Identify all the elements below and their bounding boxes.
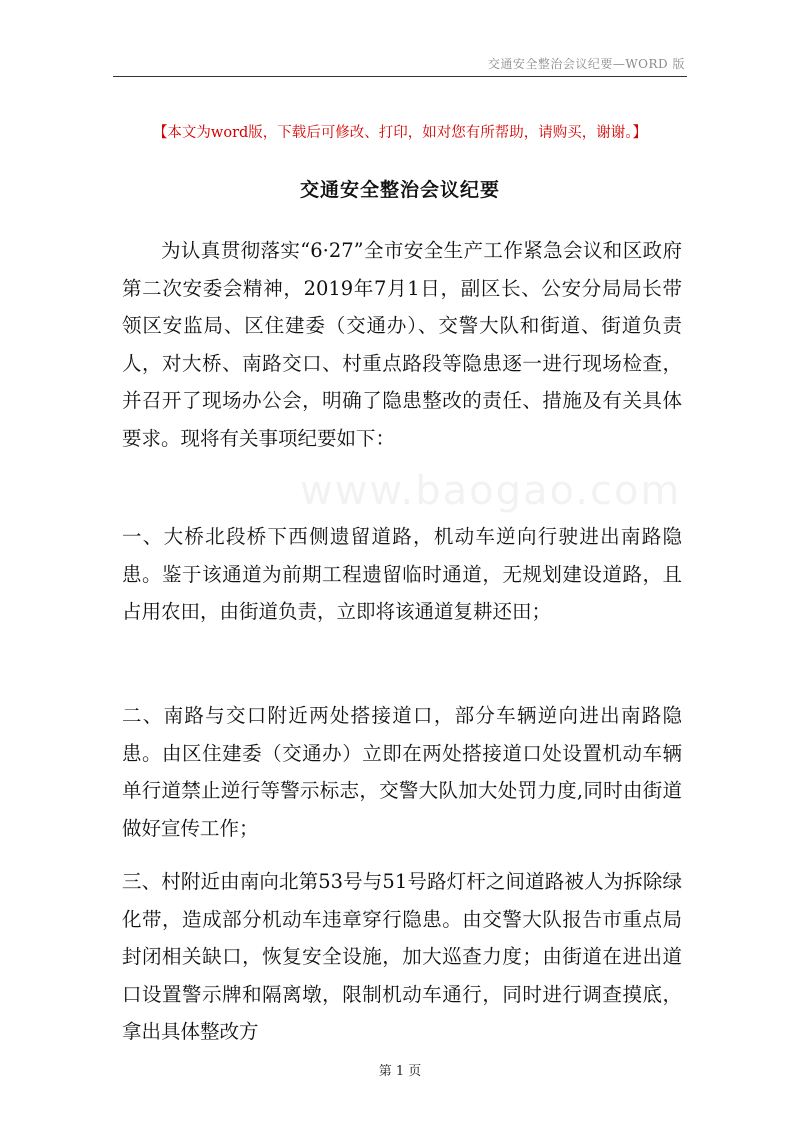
page-header-text: 交通安全整治会议纪要—WORD 版 xyxy=(487,57,685,71)
document-title: 交通安全整治会议纪要 xyxy=(299,179,500,201)
watermark: www.baogao.com xyxy=(300,468,682,514)
paragraph-item-2: 二、南路与交口附近两处搭接道口，部分车辆逆向进出南路隐患。由区住建委（交通办）立即在两处搭接道口处设置机动车辆单行道禁止逆行等警示标志，交警大队加大处罚力度,同时由街道做好宣传工作； xyxy=(122,704,682,840)
paragraph-intro: 为认真贯彻落实“6·27”全市安全生产工作紧急会议和区政府第二次安委会精神，2019年7月1日，副区长、公安分局局长带领区安监局、区住建委（交通办）、交警大队和街道、街道负责人，对大桥、南路交口、村重点路段等隐患逐一进行现场检查，并召开了现场办公会，明确了隐患整改的责任、措施及有关具体要求。现将有关事项纪要如下： xyxy=(122,239,682,450)
header-divider xyxy=(113,76,687,77)
paragraph-item-1: 一、大桥北段桥下西侧遗留道路，机动车逆向行驶进出南路隐患。鉴于该通道为前期工程遗留临时通道，无规划建设道路，且占用农田，由街道负责，立即将该通道复耕还田； xyxy=(122,525,682,623)
purchase-notice: 【本文为word版，下载后可修改、打印，如对您有所帮助，请购买，谢谢。】 xyxy=(152,125,648,141)
paragraph-item-3: 三、村附近由南向北第53号与51号路灯杆之间道路被人为拆除绿化带，造成部分机动车违章穿行隐患。由交警大队报告市重点局封闭相关缺口，恢复安全设施，加大巡查力度；由街道在进出道口设置警示牌和隔离墩，限制机动车通行，同时进行调查摸底，拿出具体整改方 xyxy=(122,870,682,1043)
page-number: 第 1 页 xyxy=(378,1064,422,1079)
